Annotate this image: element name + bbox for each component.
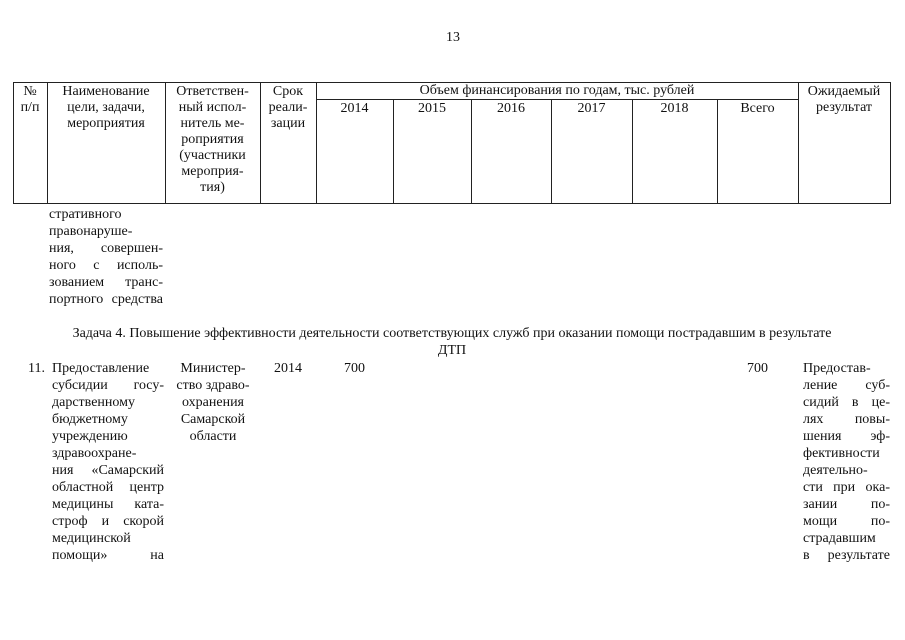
text-line: стративного <box>49 207 122 222</box>
text-line: ного с исполь- <box>49 258 163 273</box>
header-year-2015: 2015 <box>418 101 446 116</box>
header-year-2014: 2014 <box>340 101 369 116</box>
text-line: правонаруше- <box>49 224 133 239</box>
header-num: № п/п <box>20 84 40 115</box>
text-line: зованием транс- <box>49 275 163 290</box>
text-line: портного средства <box>49 292 163 307</box>
row-11-2014: 700 <box>344 361 365 376</box>
page-number: 13 <box>446 30 460 45</box>
header-funding: Объем финансирования по годам, тыс. рублей <box>419 83 695 98</box>
header-year-2018: 2018 <box>660 101 689 116</box>
row-11-total: 700 <box>747 361 768 376</box>
header-term: Срок реали- зации <box>268 84 308 131</box>
row-11-number: 11. <box>28 361 45 376</box>
continued-cell-text <box>49 206 163 308</box>
header-year-2016: 2016 <box>497 101 525 116</box>
header-result: Ожидаемый результат <box>807 84 881 115</box>
header-year-2017: 2017 <box>577 101 606 116</box>
row-11-responsible: Министер- ство здраво- охранения Самарской области <box>176 361 250 444</box>
header-total: Всего <box>740 101 775 116</box>
header-responsible: Ответствен- ный испол- нитель ме- роприятия (участники мероприя- тия) <box>176 84 249 195</box>
header-name: Наименование цели, задачи, мероприятия <box>62 84 150 131</box>
row-11-term: 2014 <box>274 361 302 376</box>
row-11-result: Предостав- ление суб- сидий в це- лях повы- шения эф- фективности деятельно- сти при ока- зании по- мощи по- страдавшим в результате <box>803 361 890 563</box>
task-heading: Задача 4. Повышение эффективности деятельности соответствующих служб при оказании помощи пострадавшим в результате ДТП <box>72 326 832 358</box>
row-11-name: Предоставление субсидии госу- дарственному бюджетному учреждению здравоохране- ния «Самарский областной центр медицины ката- строф и скорой медицинской помощи» на <box>52 361 164 563</box>
text-line: ния, совершен- <box>49 241 163 256</box>
